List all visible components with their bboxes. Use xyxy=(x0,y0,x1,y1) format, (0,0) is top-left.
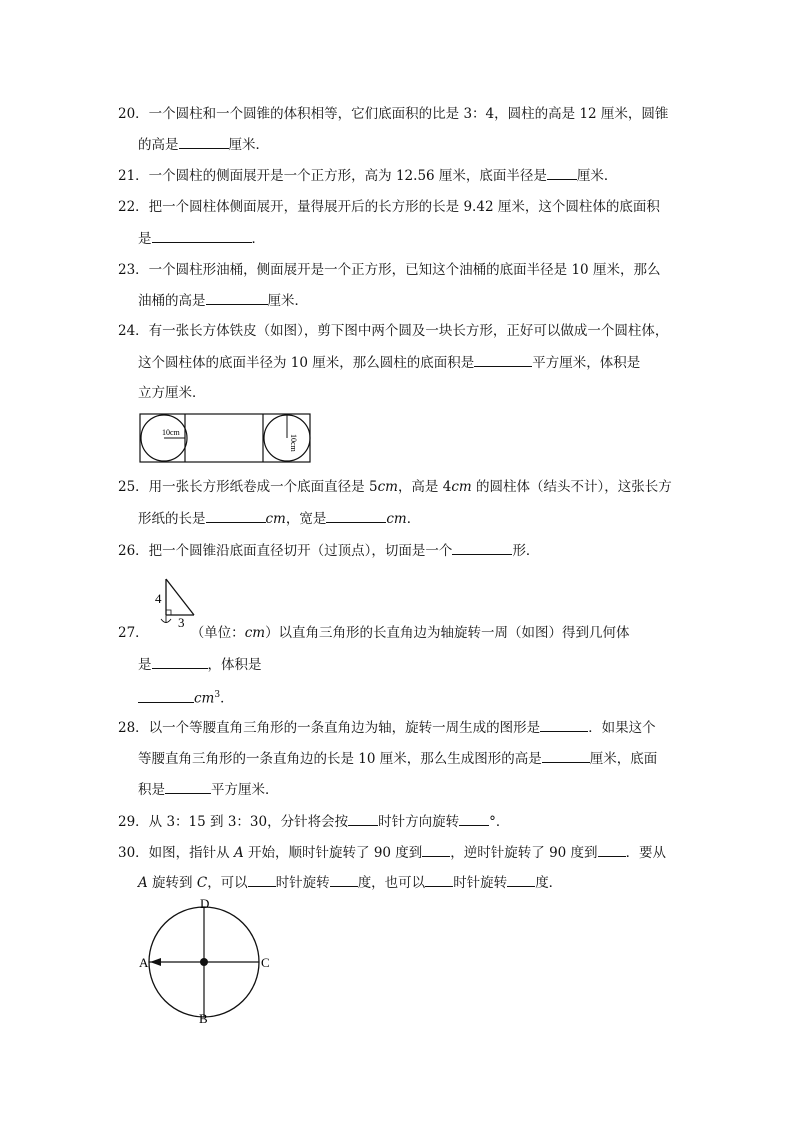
dial-center-dot xyxy=(200,958,208,966)
question-27-line2 xyxy=(138,654,262,675)
question-24-line2 xyxy=(138,352,640,373)
q30-answer-blank-1[interactable] xyxy=(422,842,450,857)
label-4: 4 xyxy=(155,591,162,606)
q29-text-a: 29．从 3：15 到 3：30，分针将会按 xyxy=(118,814,349,830)
q29-text-c: °． xyxy=(489,814,510,830)
q30-answer-blank-6[interactable] xyxy=(507,872,535,887)
q28-answer-blank-2[interactable] xyxy=(542,748,590,763)
q27-text-c: 是 xyxy=(138,657,152,673)
q25-text-b: ，高是 4 xyxy=(397,479,452,495)
q30-answer-blank-3[interactable] xyxy=(248,872,276,887)
q30-point-a: A xyxy=(233,845,244,861)
question-23-line2 xyxy=(138,290,308,311)
q26-answer-blank[interactable] xyxy=(452,540,512,555)
q29-answer-blank-2[interactable] xyxy=(459,811,489,826)
q30-text-d: ．要从 xyxy=(625,845,667,861)
q29-answer-blank-1[interactable] xyxy=(348,811,378,826)
question-22-line2 xyxy=(138,228,265,249)
question-26 xyxy=(118,540,539,561)
question-30-line1 xyxy=(118,842,666,863)
question-20-line1: 20．一个圆柱和一个圆锥的体积相等，它们底面积的比是 3：4，圆柱的高是 12 厘米，圆锥 xyxy=(118,106,669,122)
q27-answer-blank-2[interactable] xyxy=(138,688,194,703)
label-b: B xyxy=(199,1011,208,1026)
question-25-line1 xyxy=(118,477,672,497)
question-20-line2 xyxy=(138,134,269,155)
q28-text-e: 积是 xyxy=(138,782,165,798)
q27-unit-exponent: 3 xyxy=(214,690,221,700)
q30-text-j: 度． xyxy=(535,875,563,891)
q30-point-c: C xyxy=(196,875,208,891)
question-29 xyxy=(118,811,509,832)
q25-unit-4: cm xyxy=(386,511,407,527)
q24-text-a: 这个圆柱体的底面半径为 10 厘米，那么圆柱的底面积是 xyxy=(138,355,475,371)
q21-answer-blank[interactable] xyxy=(547,165,577,180)
q22-answer-blank[interactable] xyxy=(152,228,252,243)
left-radius-label: 10cm xyxy=(162,428,180,437)
q25-answer-blank-1[interactable] xyxy=(206,508,266,523)
q28-text-d: 厘米，底面 xyxy=(589,751,658,767)
right-angle-mark xyxy=(166,610,171,615)
q25-unit-2: cm xyxy=(451,479,472,495)
label-a: A xyxy=(139,955,149,970)
q27-text-e: ． xyxy=(220,690,234,707)
q30-point-a-2: A xyxy=(138,875,148,891)
q27-answer-blank-1[interactable] xyxy=(152,654,208,669)
question-30-line2 xyxy=(138,872,562,893)
question-27-line1 xyxy=(118,623,630,643)
question-28-line3 xyxy=(138,779,279,800)
q23-text-b: 厘米． xyxy=(267,293,308,309)
q25-text-f: ． xyxy=(406,511,421,527)
question-24-line3: 立方厘米． xyxy=(138,385,206,401)
pointer-arrow-icon xyxy=(150,958,161,966)
q30-text-f: ，可以 xyxy=(207,875,248,891)
question-28-line2 xyxy=(138,748,657,769)
q30-answer-blank-2[interactable] xyxy=(598,842,626,857)
q25-unit-1: cm xyxy=(377,479,398,495)
question-25-line2 xyxy=(138,508,420,529)
q25-text-c: 的圆柱体（结头不计），这张长方 xyxy=(471,479,672,495)
q30-answer-blank-4[interactable] xyxy=(330,872,358,887)
q27-volume-unit: cm xyxy=(194,690,215,707)
q30-text-c: ，逆时针旋转了 90 度到 xyxy=(450,845,598,861)
q30-text-b: 开始，顺时针旋转了 90 度到 xyxy=(243,845,423,861)
question-23-line1: 23．一个圆柱形油桶，侧面展开是一个正方形，已知这个油桶的底面半径是 10 厘米，那么 xyxy=(118,262,661,278)
triangle-hypotenuse xyxy=(166,579,194,615)
q30-dial-figure xyxy=(134,894,278,1028)
question-24-line1: 24．有一张长方体铁皮（如图），剪下图中两个圆及一块长方形，正好可以做成一个圆柱体， xyxy=(118,323,669,339)
q21-text-b: 厘米． xyxy=(576,168,618,184)
q20-text-a: 的高是 xyxy=(138,137,179,153)
label-c: C xyxy=(261,955,270,970)
q24-answer-blank-1[interactable] xyxy=(474,352,532,367)
q28-text-b: ．如果这个 xyxy=(588,720,656,736)
q28-text-f: 平方厘米． xyxy=(211,782,279,798)
q28-answer-blank-1[interactable] xyxy=(540,717,588,732)
q22-text-a: 是 xyxy=(138,231,152,247)
q30-text-a: 30．如图，指针从 xyxy=(118,845,234,861)
q28-text-a: 28．以一个等腰直角三角形的一条直角边为轴，旋转一周生成的图形是 xyxy=(118,720,541,736)
q24-sheet-figure xyxy=(138,412,312,466)
q25-unit-3: cm xyxy=(265,511,286,527)
q25-answer-blank-2[interactable] xyxy=(326,508,386,523)
question-27-line3 xyxy=(138,685,234,709)
right-radius-label: 10cm xyxy=(289,434,298,452)
q28-text-c: 等腰直角三角形的一条直角边的长是 10 厘米，那么生成图形的高是 xyxy=(138,751,542,767)
q28-answer-blank-3[interactable] xyxy=(165,779,211,794)
q22-text-b: ． xyxy=(251,231,265,247)
q30-text-g: 时针旋转 xyxy=(275,875,330,891)
q25-text-e: ，宽是 xyxy=(285,511,327,527)
q20-text-b: 厘米． xyxy=(228,137,269,153)
q21-text-a: 21．一个圆柱的侧面展开是一个正方形，高为 12.56 厘米，底面半径是 xyxy=(118,168,547,184)
q30-text-e: 旋转到 xyxy=(147,875,197,891)
q23-answer-blank[interactable] xyxy=(206,290,268,305)
q30-text-h: 度，也可以 xyxy=(357,875,426,891)
q27-text-d: ，体积是 xyxy=(207,657,262,673)
q27-text-a: （单位： xyxy=(190,625,245,641)
q26-text-b: 形． xyxy=(512,543,540,559)
q20-answer-blank[interactable] xyxy=(179,134,229,149)
q27-number: 27． xyxy=(118,625,149,641)
question-21 xyxy=(118,165,617,186)
label-d: D xyxy=(200,896,210,911)
q26-text-a: 26．把一个圆锥沿底面直径切开（过顶点），切面是一个 xyxy=(118,543,453,559)
label-3: 3 xyxy=(178,615,185,630)
question-28-line1 xyxy=(118,717,656,738)
q30-answer-blank-5[interactable] xyxy=(425,872,453,887)
q24-text-b: 平方厘米，体积是 xyxy=(532,355,641,371)
question-22-line1: 22．把一个圆柱体侧面展开，量得展开后的长方形的长是 9.42 厘米，这个圆柱体的底面积 xyxy=(118,199,660,215)
q27-unit: cm xyxy=(244,625,266,641)
q30-text-i: 时针旋转 xyxy=(453,875,508,891)
q29-text-b: 时针方向旋转 xyxy=(378,814,460,830)
q23-text-a: 油桶的高是 xyxy=(138,293,206,309)
q25-text-d: 形纸的长是 xyxy=(138,511,206,527)
q27-text-b: ）以直角三角形的长直角边为轴旋转一周（如图）得到几何体 xyxy=(265,625,630,641)
q25-text-a: 25．用一张长方形纸卷成一个底面直径是 5 xyxy=(118,479,378,495)
